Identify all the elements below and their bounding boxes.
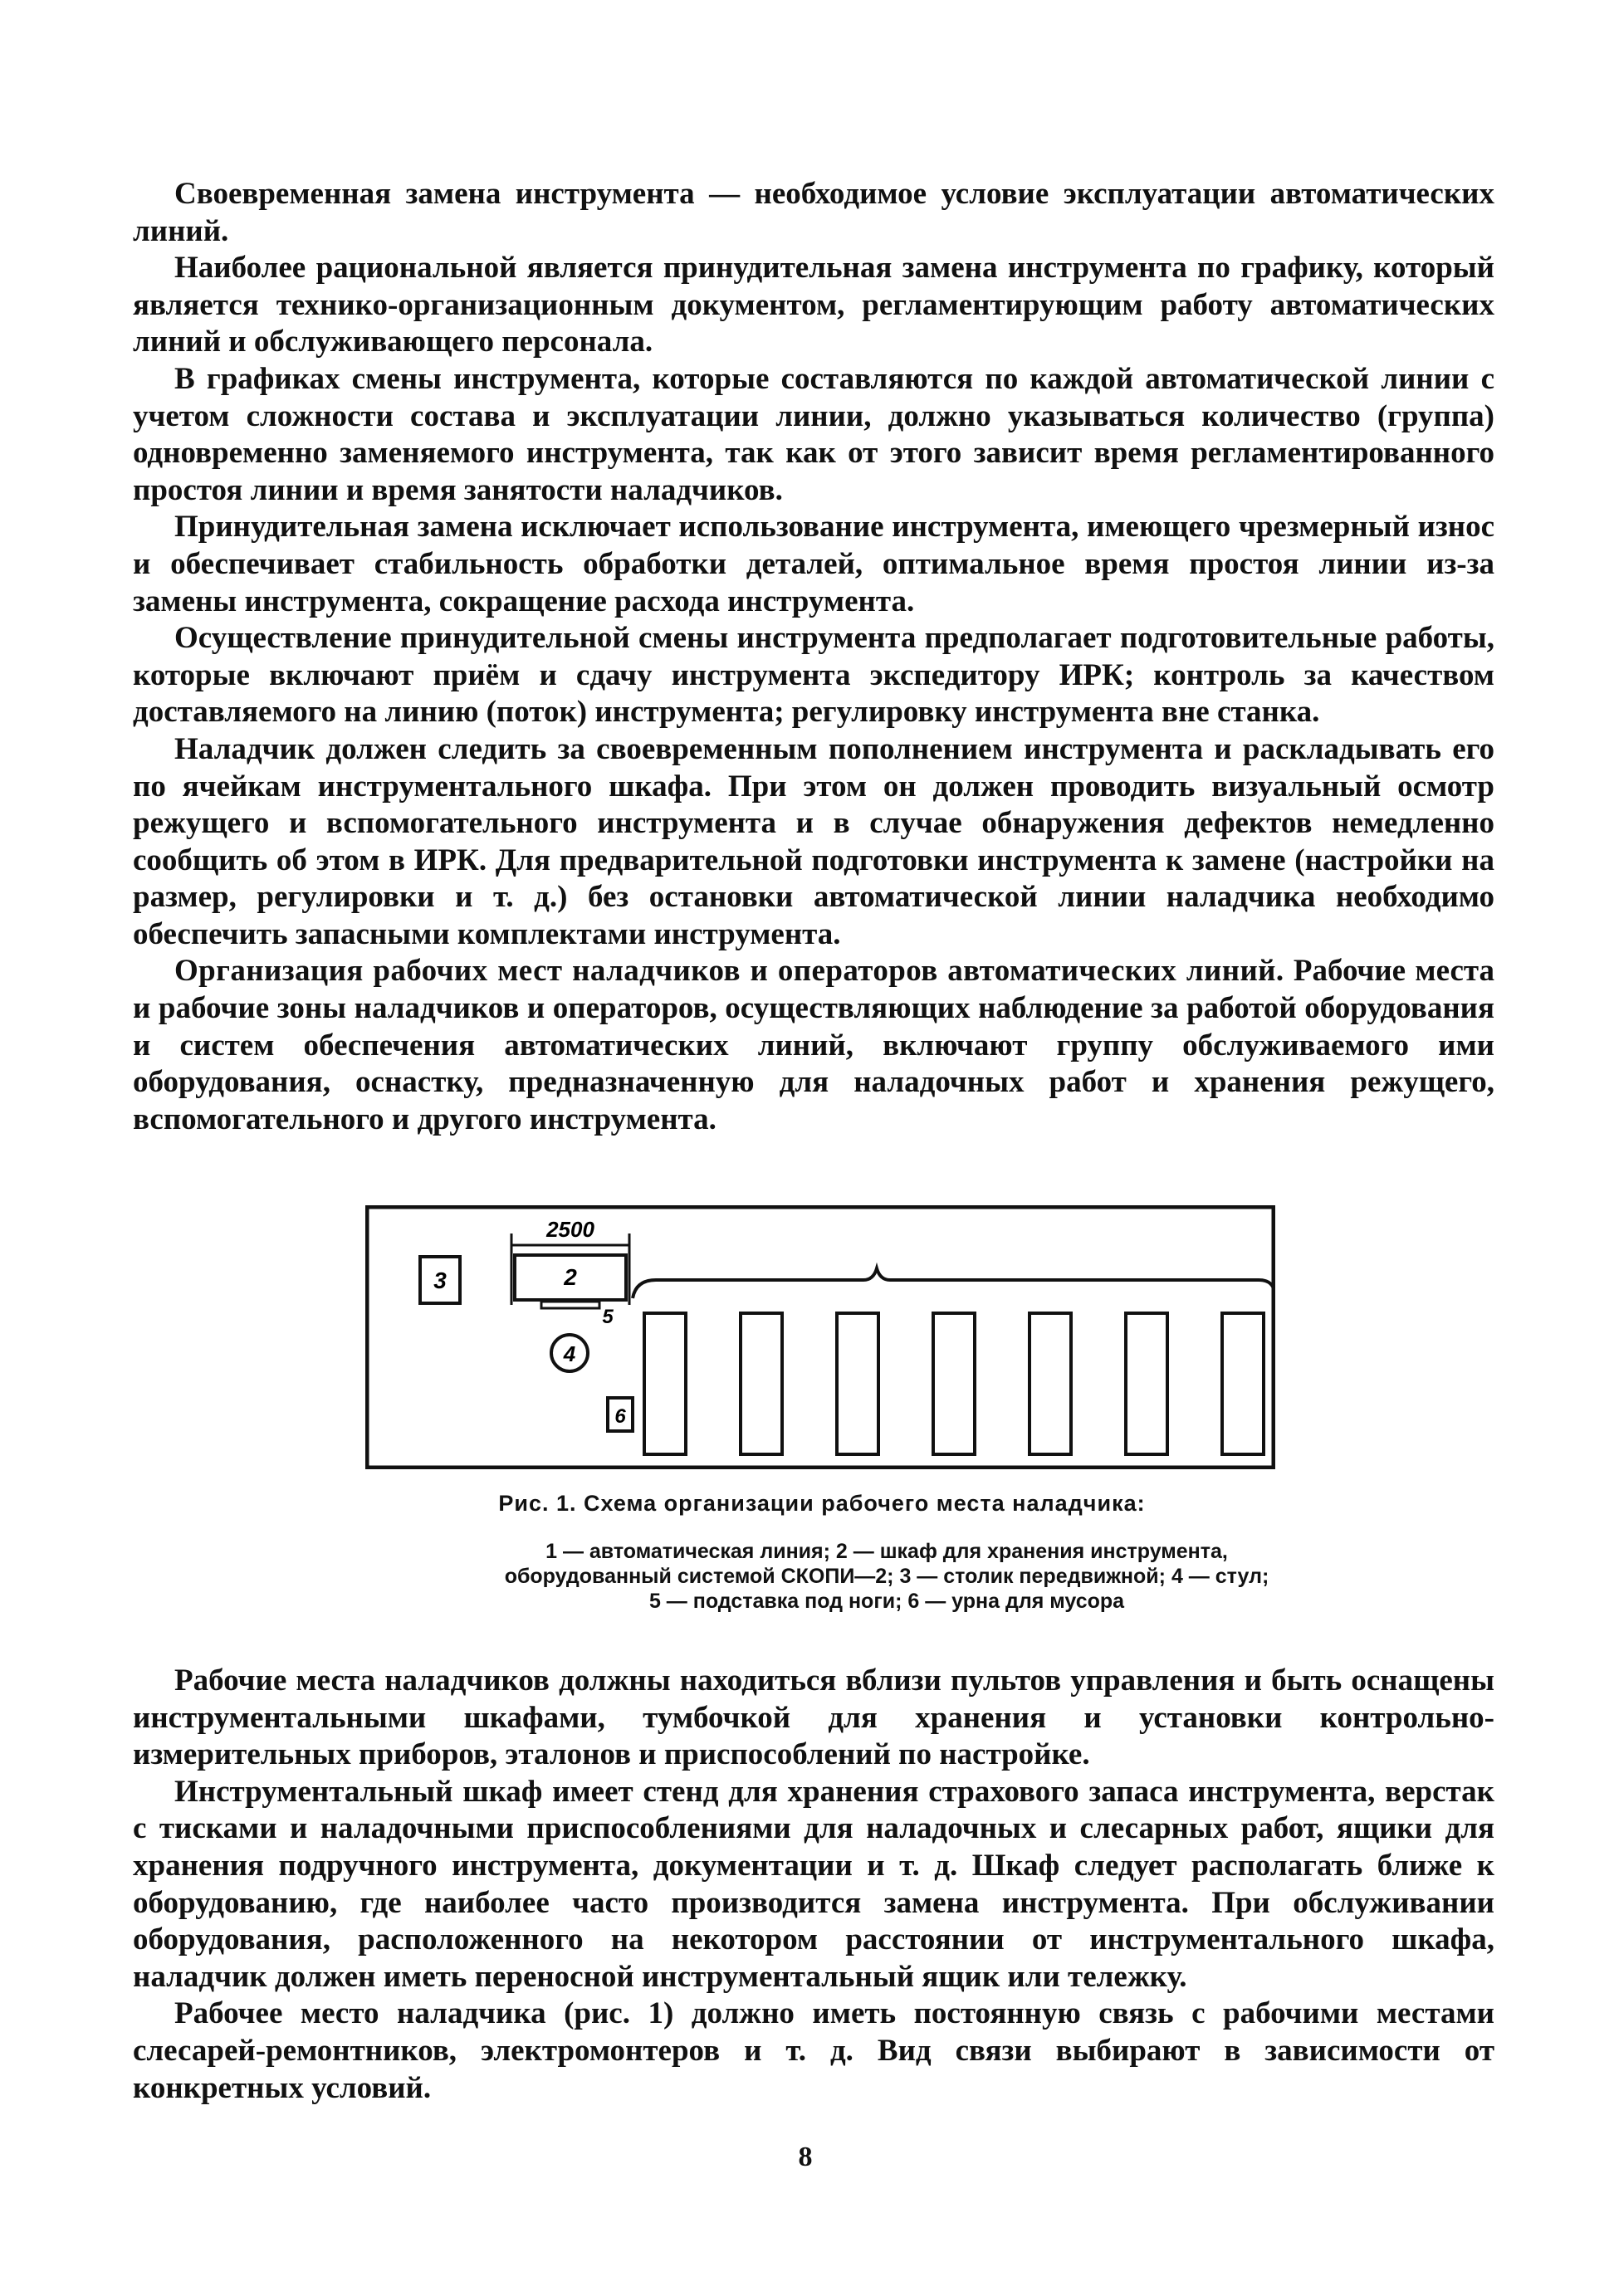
line-machine (1222, 1313, 1264, 1454)
paragraph: Наиболее рациональной является принудительная замена инструмента по графику, который является технико-организационным документом, регламентирующим работу автоматических линий и обслуживающего персонала. (133, 251, 1494, 359)
item-1-line-top (633, 1268, 1274, 1298)
item-5-footrest (541, 1302, 599, 1308)
paragraph: Принудительная замена исключает использование инструмента, имеющего чрезмерный износ и обеспечивает стабильность обработки деталей, оптимальное время простоя линии из-за замены инструмента, сокращение расхода инструмента. (133, 510, 1494, 618)
paragraph: Рабочее место наладчика (рис. 1) должно иметь постоянную связь с рабочими местами слесарей-ремонтников, электромонтеров и т. д. Вид связи выбирают в зависимости от конкретных условий. (133, 1996, 1494, 2105)
page-number: 8 (798, 2142, 813, 2172)
label-3: 3 (433, 1268, 447, 1293)
text-block-bottom (133, 1663, 1494, 2107)
paragraph: Своевременная замена инструмента — необходимое условие эксплуатации автоматических линий. (133, 177, 1494, 248)
line-machine (741, 1313, 782, 1454)
line-machine (1030, 1313, 1071, 1454)
run-in-text: Рабочие места и рабочие зоны наладчиков и операторов, осуществляющих наблюдение за работой оборудования и систем обеспечения автоматических линий, включают группу обслуживаемого ими оборудования, оснастку, предназначенную для наладочных работ и хранения режущего, вспомогательного и другого инструмента. (133, 954, 1495, 1136)
paragraph-run-in (133, 953, 1494, 1138)
label-2: 2 (564, 1264, 577, 1290)
label-5: 5 (602, 1306, 614, 1328)
line-machine (1126, 1313, 1167, 1454)
paragraph: Наладчик должен следить за своевременным пополнением инструмента и раскладывать его по ячейкам инструментального шкафа. При этом он должен проводить визуальный осмотр режущего и вспомогательного инструмента и в случае обнаружения дефектов немедленно сообщить об этом в ИРК. Для предварительной подготовки инструмента к замене (настройки на размер, регулировки и т. д.) без остановки автоматической линии наладчика необходимо обеспечить запасными комплектами инструмента. (133, 731, 1494, 951)
dimension-label: 2500 (546, 1217, 594, 1242)
paragraph: Инструментальный шкаф имеет стенд для хранения страхового запаса инструмента, верстак с тисками и наладочными приспособлениями для наладочных и слесарных работ, ящики для хранения подручного инструмента, документации и т. д. Шкаф следует располагать ближе к оборудованию, где наиболее часто производится замена инструмента. При обслуживании оборудования, расположенного на некотором расстоянии от инструментального шкафа, наладчик должен иметь переносной инструментальный ящик или тележку. (133, 1774, 1494, 1994)
paragraph: Осуществление принудительной смены инструмента предполагает подготовительные работы, которые включают приём и сдачу инструмента экспедитору ИРК; контроль за качеством доставляемого на линию (поток) инструмента; регулировку инструмента вне станка. (133, 621, 1494, 730)
run-in-heading: Организация рабочих мест наладчиков и операторов автоматических линий. (174, 954, 1284, 989)
text-block-top (133, 176, 1494, 1138)
diagram-frame (367, 1207, 1274, 1468)
line-machine (644, 1313, 686, 1454)
workplace-diagram (365, 1205, 1275, 1469)
paragraph: Рабочие места наладчиков должны находиться вблизи пультов управления и быть оснащены инструментальными шкафами, тумбочкой для хранения и установки контрольно-измерительных приборов, эталонов и приспособлений по настройке. (133, 1663, 1494, 1772)
paragraph: В графиках смены инструмента, которые составляются по каждой автоматической линии с учетом сложности состава и эксплуатации линии, должно указываться количество (группа) одновременно заменяемого инструмента, так как от этого зависит время регламентированного простоя линии и время занятости наладчиков. (133, 361, 1494, 507)
figure-caption-title: Рис. 1. Схема организации рабочего места наладчика: (498, 1491, 1146, 1516)
label-6: 6 (614, 1405, 626, 1428)
figure-caption-text: 1 — автоматическая линия; 2 — шкаф для хранения инструмента, оборудованный системой СКОПИ—2; 3 — столик передвижной; 4 — стул; 5 — подставка под ноги; 6 — урна для мусора (504, 1540, 1269, 1613)
line-machine (837, 1313, 878, 1454)
label-4: 4 (563, 1341, 576, 1366)
line-machine (933, 1313, 975, 1454)
